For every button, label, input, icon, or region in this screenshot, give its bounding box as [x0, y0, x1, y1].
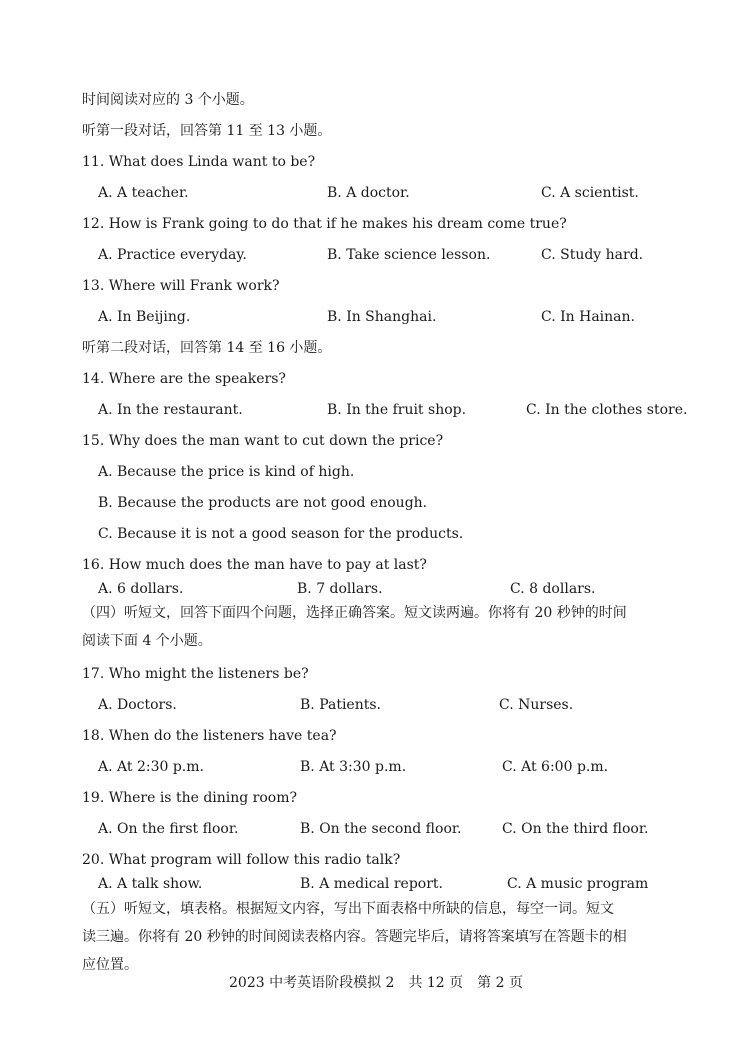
question-18: 18. When do the listeners have tea?	[82, 728, 337, 744]
q20-option-c: C. A music program	[507, 876, 649, 892]
question-17: 17. Who might the listeners be?	[82, 666, 309, 682]
q13-option-c: C. In Hainan.	[541, 309, 635, 325]
q16-option-b: B. 7 dollars.	[297, 581, 383, 597]
q20-option-b: B. A medical report.	[300, 876, 444, 892]
intro-tail: 时间阅读对应的 3 个小题。	[82, 92, 254, 108]
q11-option-c: C. A scientist.	[541, 185, 639, 201]
question-20: 20. What program will follow this radio talk?	[82, 852, 401, 868]
question-16: 16. How much does the man have to pay at last?	[82, 557, 427, 573]
question-11: 11. What does Linda want to be?	[82, 154, 316, 170]
question-13: 13. Where will Frank work?	[82, 278, 280, 294]
q19-option-c: C. On the third floor.	[502, 821, 649, 837]
q15-option-b: B. Because the products are not good enough.	[98, 495, 428, 511]
q13-option-a: A. In Beijing.	[98, 309, 191, 325]
page-footer: 2023 中考英语阶段模拟 2 共 12 页 第 2 页	[229, 975, 523, 991]
question-14: 14. Where are the speakers?	[82, 371, 286, 387]
section4-instruction-line1: （四）听短文，回答下面四个问题，选择正确答案。短文读两遍。你将有 20 秒钟的时间	[82, 605, 627, 621]
q18-option-a: A. At 2:30 p.m.	[98, 759, 204, 775]
q16-option-c: C. 8 dollars.	[510, 581, 596, 597]
q17-option-b: B. Patients.	[300, 697, 381, 713]
q12-option-a: A. Practice everyday.	[98, 247, 247, 263]
q16-option-a: A. 6 dollars.	[98, 581, 184, 597]
question-15: 15. Why does the man want to cut down the price?	[82, 433, 444, 449]
section5-instruction-line1: （五）听短文，填表格。根据短文内容，写出下面表格中所缺的信息，每空一词。短文	[82, 901, 614, 917]
q14-option-b: B. In the fruit shop.	[327, 402, 467, 418]
q18-option-b: B. At 3:30 p.m.	[300, 759, 407, 775]
q12-option-b: B. Take science lesson.	[327, 247, 491, 263]
q19-option-a: A. On the first floor.	[98, 821, 239, 837]
dialogue2-instruction: 听第二段对话，回答第 14 至 16 小题。	[82, 340, 332, 356]
question-12: 12. How is Frank going to do that if he makes his dream come true?	[82, 216, 567, 232]
q11-option-a: A. A teacher.	[98, 185, 189, 201]
q11-option-b: B. A doctor.	[327, 185, 410, 201]
q14-option-a: A. In the restaurant.	[98, 402, 243, 418]
q15-option-c: C. Because it is not a good season for the products.	[98, 526, 464, 542]
section5-instruction-line3: 应位置。	[82, 957, 138, 973]
q18-option-c: C. At 6:00 p.m.	[502, 759, 609, 775]
q19-option-b: B. On the second floor.	[300, 821, 462, 837]
q12-option-c: C. Study hard.	[541, 247, 644, 263]
q17-option-a: A. Doctors.	[98, 697, 177, 713]
q17-option-c: C. Nurses.	[499, 697, 574, 713]
q15-option-a: A. Because the price is kind of high.	[98, 464, 355, 480]
q13-option-b: B. In Shanghai.	[327, 309, 437, 325]
question-19: 19. Where is the dining room?	[82, 790, 298, 806]
q20-option-a: A. A talk show.	[98, 876, 203, 892]
section4-instruction-line2: 阅读下面 4 个小题。	[82, 633, 212, 649]
q14-option-c: C. In the clothes store.	[526, 402, 688, 418]
dialogue1-instruction: 听第一段对话，回答第 11 至 13 小题。	[82, 123, 332, 139]
section5-instruction-line2: 读三遍。你将有 20 秒钟的时间阅读表格内容。答题完毕后，请将答案填写在答题卡的相	[82, 929, 627, 945]
